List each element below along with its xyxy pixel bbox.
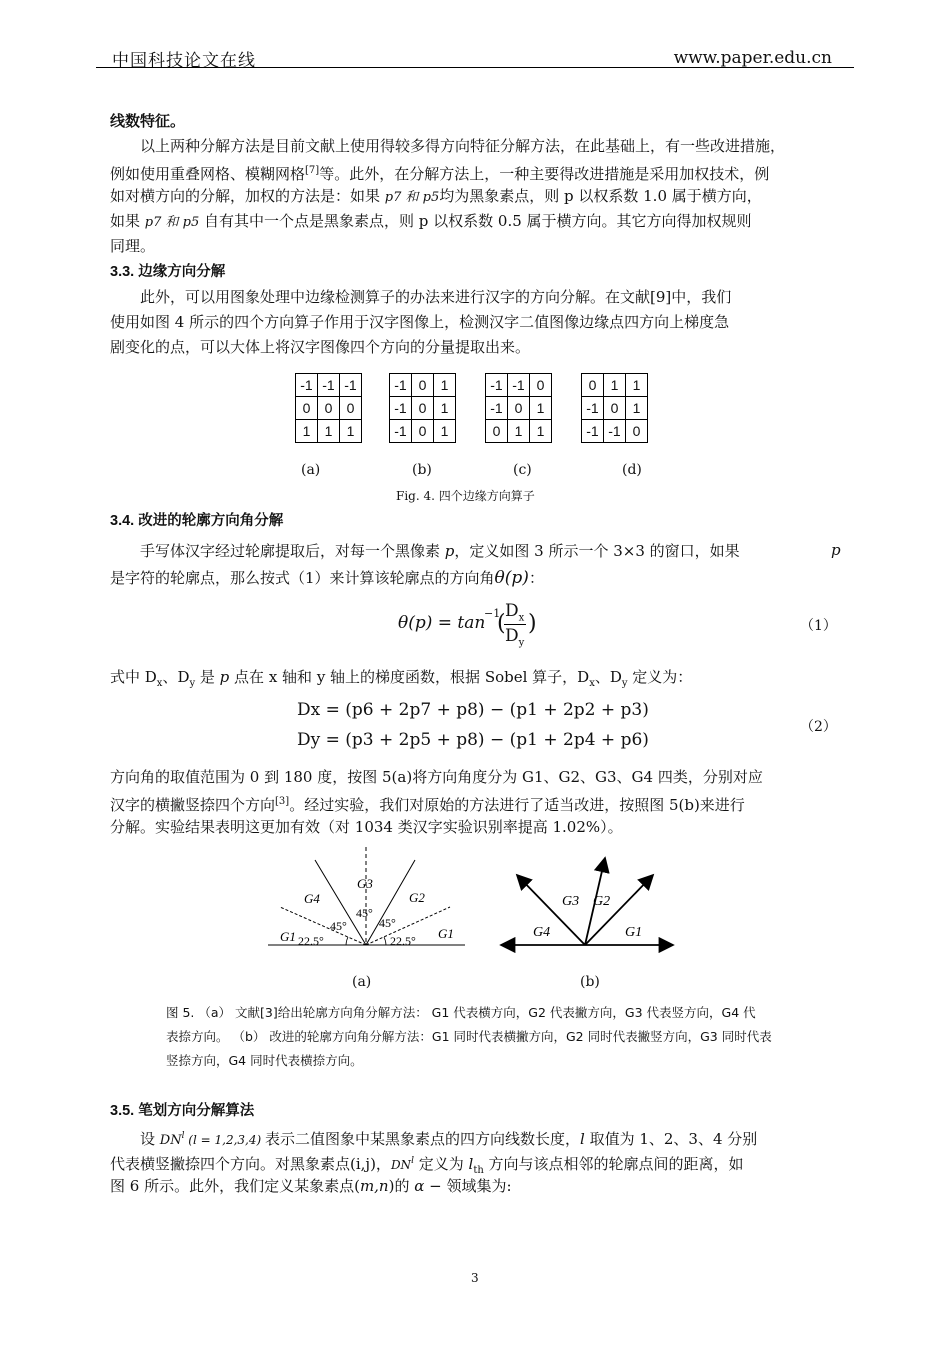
paragraph-line: 设 $DN^l$ (l = 1,2,3,4) 表示二值图象中某黑象素点的四方向线数长度，l 取值为 1、2、3、4 分别 bbox=[140, 1130, 758, 1148]
matrix-cell: 1 bbox=[434, 374, 456, 397]
arrow-upper-left bbox=[517, 875, 585, 945]
paragraph-line: 以上两种分解方法是目前文献上使用得较多得方向特征分解方法，在此基础上，有一些改进措施， bbox=[140, 137, 786, 155]
section-heading-3-4: 3.4. 改进的轮廓方向角分解 bbox=[110, 513, 284, 529]
matrix-c bbox=[485, 373, 552, 443]
matrix-cell: 1 bbox=[530, 420, 552, 443]
matrix-cell: 0 bbox=[604, 397, 626, 420]
paragraph-line: 方向角的取值范围为 0 到 180 度，按图 5(a)将方向角度分为 G1、G2、G3、G4 四类，分别对应 bbox=[110, 768, 763, 786]
variable-p: p bbox=[831, 541, 841, 559]
section-heading-3-3: 3.3. 边缘方向分解 bbox=[110, 264, 226, 280]
section-heading-3-5: 3.5. 笔划方向分解算法 bbox=[110, 1103, 255, 1119]
angle-45-left: 45° bbox=[330, 919, 347, 933]
label-g3: G3 bbox=[357, 876, 373, 891]
label-g1: G1 bbox=[625, 925, 643, 940]
matrix-label-a: (a) bbox=[301, 462, 321, 478]
matrix-b bbox=[389, 373, 456, 443]
paragraph-line: 剧变化的点，可以大体上将汉字图像四个方向的分量提取出来。 bbox=[110, 338, 531, 356]
matrix-cell: 1 bbox=[604, 374, 626, 397]
arrow-upper-right bbox=[585, 875, 653, 945]
matrix-row bbox=[390, 420, 456, 443]
paragraph-line: 同理。 bbox=[110, 237, 156, 255]
figure-5-caption-line: 图 5. （a） 文献[3]给出轮廓方向角分解方法： G1 代表横方向，G2 代表撇方向，G3 代表竖方向，G4 代 bbox=[166, 1005, 756, 1020]
matrix-row bbox=[296, 420, 362, 443]
header-rule bbox=[96, 67, 854, 68]
label-g1-right: G1 bbox=[438, 926, 454, 941]
label-g4: G4 bbox=[533, 925, 551, 940]
matrix-cell: 0 bbox=[508, 397, 530, 420]
label-g4: G4 bbox=[304, 891, 320, 906]
paragraph-line: 图 6 所示。此外，我们定义某象素点(m,n)的 α − 领域集为: bbox=[110, 1177, 512, 1195]
paragraph-line: 如果 p7 和 p5 自有其中一个点是黑象素点，则 p 以权系数 0.5 属于横方向。其它方向得加权规则 bbox=[110, 212, 752, 230]
matrix-cell: 0 bbox=[340, 397, 362, 420]
matrix-cell: -1 bbox=[390, 397, 412, 420]
label-g2: G2 bbox=[593, 894, 611, 909]
matrix-cell: -1 bbox=[340, 374, 362, 397]
matrix-a bbox=[295, 373, 362, 443]
figure-4-caption: Fig. 4. 四个边缘方向算子 bbox=[396, 489, 535, 503]
paragraph-line: 汉字的横撇竖捺四个方向[3]。经过实验，我们对原始的方法进行了适当改进，按照图 5(b)来进行 bbox=[110, 796, 745, 814]
label-g3: G3 bbox=[562, 894, 580, 909]
figure-5b-label: (b) bbox=[580, 974, 600, 990]
paragraph-line: 代表横竖撇捺四个方向。对黑象素点(i,j)，$DN^l$ 定义为 $l_{th}$ 方向与该点相邻的轮廓点间的距离，如 bbox=[110, 1155, 744, 1176]
paragraph-line: 手写体汉字经过轮廓提取后，对每一个黑像素 p，定义如图 3 所示一个 3×3 的窗口，如果 bbox=[140, 542, 740, 560]
equation-2-number: （2） bbox=[800, 719, 837, 735]
matrix-cell: 1 bbox=[434, 420, 456, 443]
matrix-cell: 1 bbox=[508, 420, 530, 443]
matrix-row bbox=[486, 420, 552, 443]
matrix-cell: -1 bbox=[582, 397, 604, 420]
paragraph-line: 式中 $D_x$、$D_y$ 是 p 点在 x 轴和 y 轴上的梯度函数，根据 Sobel 算子，$D_x$、$D_y$ 定义为： bbox=[110, 668, 693, 689]
matrix-label-b: (b) bbox=[412, 462, 432, 478]
g2-arrow bbox=[366, 860, 415, 945]
equation-2-line-2: Dy = (p3 + 2p5 + p8) − (p1 + 2p4 + p6) bbox=[297, 730, 649, 750]
matrix-row bbox=[582, 397, 648, 420]
matrix-cell: -1 bbox=[486, 397, 508, 420]
header-site-name: 中国科技论文在线 bbox=[112, 51, 256, 71]
header-url[interactable]: www.paper.edu.cn bbox=[673, 48, 832, 68]
matrix-cell: 1 bbox=[626, 397, 648, 420]
figure-5a-label: (a) bbox=[352, 974, 372, 990]
matrix-cell: 0 bbox=[318, 397, 340, 420]
matrix-row bbox=[296, 374, 362, 397]
matrix-cell: 1 bbox=[318, 420, 340, 443]
label-g1-left: G1 bbox=[280, 929, 296, 944]
matrix-row bbox=[486, 374, 552, 397]
matrix-cell: 1 bbox=[434, 397, 456, 420]
figure-5-caption-line: 表捺方向。 （b） 改进的轮廓方向角分解方法：G1 同时代表横撇方向，G2 同时代表撇竖方向，G3 同时代表 bbox=[166, 1029, 772, 1044]
matrix-row bbox=[390, 374, 456, 397]
paragraph-line: 是字符的轮廓点，那么按式（1）来计算该轮廓点的方向角θ(p)： bbox=[110, 568, 544, 588]
paragraph-line: 如对横方向的分解，加权的方法是：如果 p7 和 p5均为黑象素点，则 p 以权系数 1.0 属于横方向， bbox=[110, 187, 762, 205]
matrix-row bbox=[486, 397, 552, 420]
matrix-cell: 0 bbox=[296, 397, 318, 420]
label-g2: G2 bbox=[409, 890, 425, 905]
figure-5-caption-line: 竖捺方向，G4 同时代表横捺方向。 bbox=[166, 1053, 363, 1068]
matrix-row bbox=[390, 397, 456, 420]
matrix-cell: -1 bbox=[296, 374, 318, 397]
matrix-cell: -1 bbox=[604, 420, 626, 443]
matrix-cell: -1 bbox=[582, 420, 604, 443]
paragraph-line: 例如使用重叠网格、模糊网格[7]等。此外，在分解方法上，一种主要得改进措施是采用加权技术，例 bbox=[110, 165, 770, 183]
matrix-cell: 0 bbox=[582, 374, 604, 397]
paragraph-line: 此外，可以用图象处理中边缘检测算子的办法来进行汉字的方向分解。在文献[9]中，我们 bbox=[140, 288, 732, 306]
matrix-cell: 1 bbox=[340, 420, 362, 443]
matrix-cell: 1 bbox=[626, 374, 648, 397]
angle-right: 22.5° bbox=[390, 934, 416, 948]
matrix-row bbox=[582, 420, 648, 443]
citation-ref: [7] bbox=[305, 165, 320, 176]
equation-1-number: （1） bbox=[800, 618, 837, 634]
matrix-cell: -1 bbox=[486, 374, 508, 397]
paragraph-line: 使用如图 4 所示的四个方向算子作用于汉字图像上，检测汉字二值图像边缘点四方向上梯度急 bbox=[110, 313, 730, 331]
matrix-cell: -1 bbox=[390, 420, 412, 443]
equation-2-line-1: Dx = (p6 + 2p7 + p8) − (p1 + 2p2 + p3) bbox=[297, 700, 649, 720]
matrix-cell: -1 bbox=[508, 374, 530, 397]
matrix-cell: 1 bbox=[530, 397, 552, 420]
matrix-cell: -1 bbox=[318, 374, 340, 397]
matrix-row bbox=[582, 374, 648, 397]
matrix-cell: 0 bbox=[530, 374, 552, 397]
angle-left: 22.5° bbox=[298, 934, 324, 948]
angle-45-top: 45° bbox=[356, 906, 373, 920]
page-number: 3 bbox=[471, 1271, 479, 1285]
matrix-cell: 1 bbox=[296, 420, 318, 443]
figure-5a-diagram bbox=[260, 845, 475, 960]
matrix-d bbox=[581, 373, 648, 443]
paragraph-line: 线数特征。 bbox=[110, 112, 186, 130]
angle-45-right: 45° bbox=[379, 916, 396, 930]
matrix-row bbox=[296, 397, 362, 420]
matrix-cell: 0 bbox=[486, 420, 508, 443]
matrix-cell: -1 bbox=[390, 374, 412, 397]
matrix-cell: 0 bbox=[412, 420, 434, 443]
matrix-cell: 0 bbox=[412, 374, 434, 397]
matrix-cell: 0 bbox=[412, 397, 434, 420]
figure-5b-diagram bbox=[495, 850, 680, 955]
matrix-cell: 0 bbox=[626, 420, 648, 443]
paragraph-line: 分解。实验结果表明这更加有效（对 1034 类汉字实验识别率提高 1.02%）。 bbox=[110, 818, 623, 836]
citation-ref: [3] bbox=[275, 796, 290, 807]
matrix-label-c: (c) bbox=[513, 462, 532, 478]
matrix-label-d: (d) bbox=[622, 462, 642, 478]
